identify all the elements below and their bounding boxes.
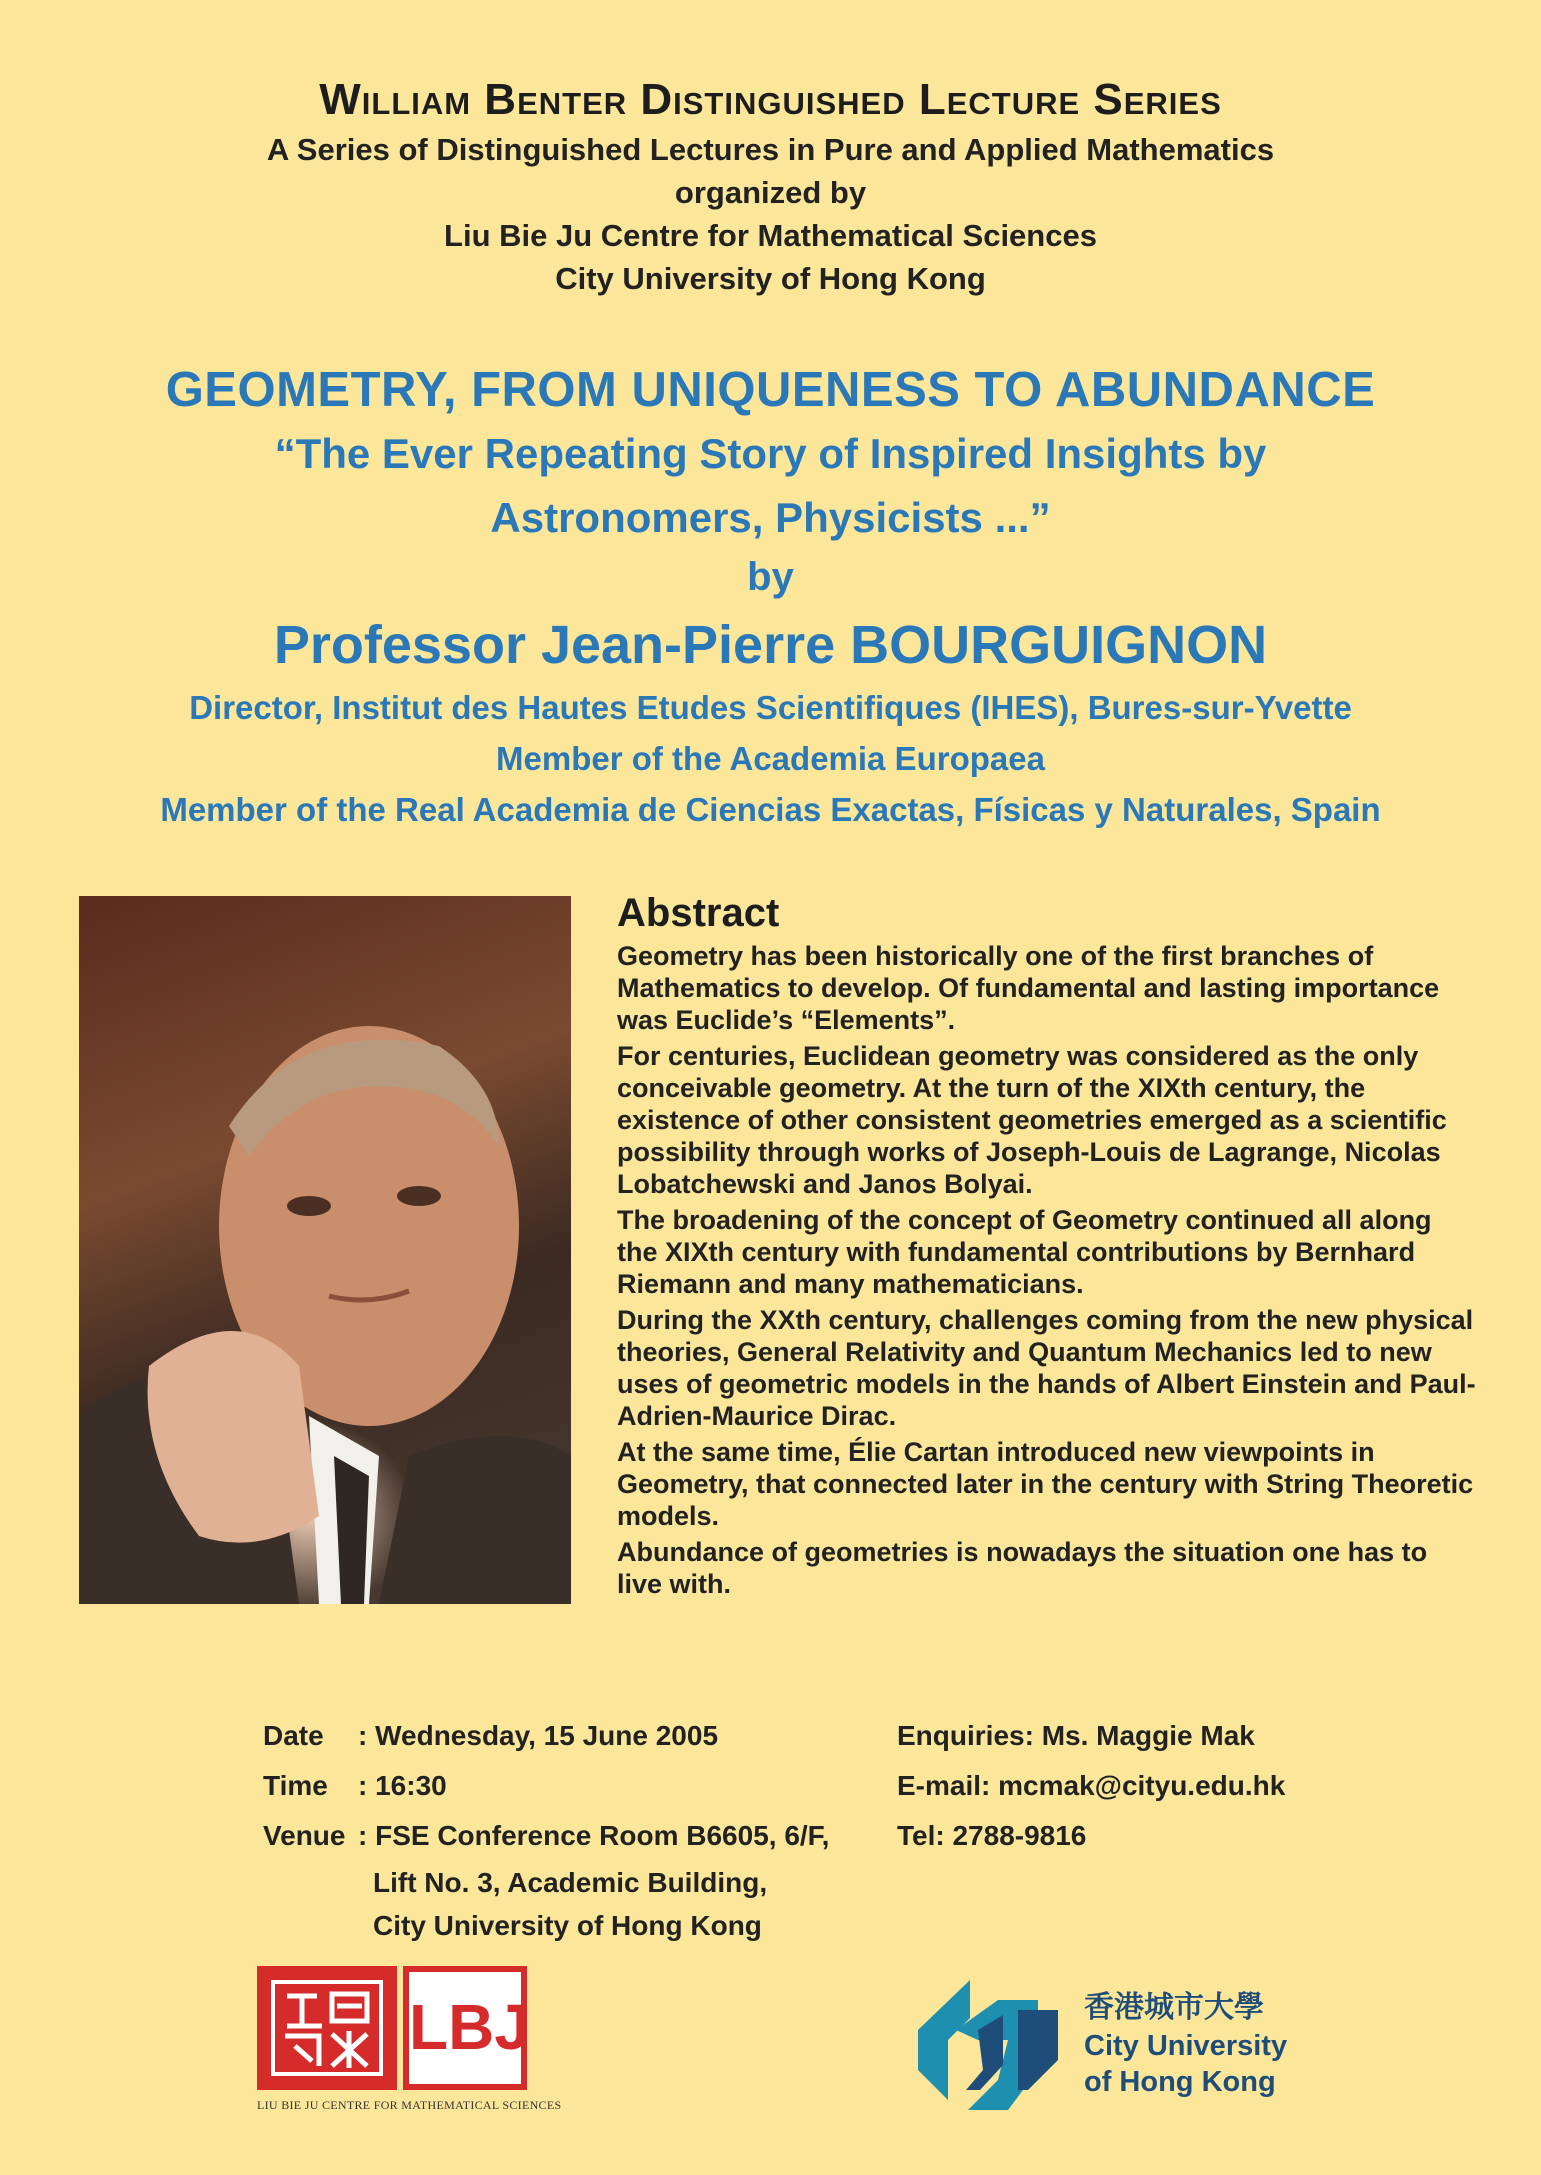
talk-info: [0, 358, 1541, 835]
cityu-name-chinese: 香港城市大學: [1084, 1990, 1264, 2025]
date-value: : Wednesday, 15 June 2005: [358, 1720, 719, 1751]
abstract-paragraph: Abundance of geometries is nowadays the situation one has to live with.: [617, 1537, 1428, 1599]
lbj-text: LBJ: [403, 1966, 527, 2090]
lbj-caption: LIU BIE JU CENTRE FOR MATHEMATICAL SCIENCES: [257, 2098, 562, 2112]
speaker-affiliation: Member of the Real Academia de Ciencias Exactas, Físicas y Naturales, Spain: [160, 791, 1381, 828]
abstract-paragraph: Geometry has been historically one of the first branches of Mathematics to develop. Of fundamental and lasting importance was Euclide’s “Elements”.: [617, 941, 1440, 1035]
organizer-university: City University of Hong Kong: [555, 261, 986, 296]
abstract-paragraph: For centuries, Euclidean geometry was considered as the only conceivable geometry. At the turn of the XIXth century, the existence of other consistent geometries emerged as a scientific possibility through works of Joseph-Louis de Lagrange, Nicolas Lobatchewski and Janos Bolyai.: [617, 1041, 1447, 1199]
organized-by: organized by: [674, 175, 867, 210]
abstract-paragraph: During the XXth century, challenges coming from the new physical theories, General Relativity and Quantum Mechanics led to new uses of geometric models in the hands of Albert Einstein and Paul-Adrien-Maurice Dirac.: [617, 1305, 1476, 1431]
seal-icon: [257, 1966, 397, 2090]
speaker-portrait-illustration: [79, 896, 571, 1604]
cityu-name: [1084, 1988, 1287, 2100]
venue-line3: City University of Hong Kong: [373, 1910, 762, 1941]
time-value: : 16:30: [358, 1770, 447, 1801]
speaker-photo: [79, 896, 571, 1604]
talk-subtitle-line1: “The Ever Repeating Story of Inspired Insights by: [274, 430, 1267, 477]
enquiries-tel: Tel: 2788-9816: [897, 1820, 1087, 1851]
series-title: William Benter Distinguished Lecture Series: [319, 75, 1222, 124]
abstract-section: [617, 888, 1477, 1604]
talk-subtitle-line2: Astronomers, Physicists ...”: [490, 494, 1051, 541]
venue-label: Venue: [263, 1820, 346, 1851]
enquiries-email: E-mail: mcmak@cityu.edu.hk: [897, 1770, 1286, 1801]
cityu-name-english-1: City University: [1084, 2030, 1288, 2062]
cityu-name-english-2: of Hong Kong: [1084, 2066, 1276, 2098]
speaker-name: Professor Jean-Pierre BOURGUIGNON: [273, 615, 1268, 675]
abstract-paragraph: At the same time, Élie Cartan introduced new viewpoints in Geometry, that connected later in the century with String Theoretic models.: [617, 1437, 1474, 1531]
lbj-logo: [257, 1966, 537, 2090]
talk-title: GEOMETRY, FROM UNIQUENESS TO ABUNDANCE: [165, 363, 1376, 417]
abstract-heading: Abstract: [617, 891, 780, 935]
venue-value: : FSE Conference Room B6605, 6/F,: [358, 1820, 830, 1851]
time-label: Time: [263, 1770, 328, 1801]
speaker-affiliation: Director, Institut des Hautes Etudes Scientifiques (IHES), Bures-sur-Yvette: [189, 689, 1352, 726]
speaker-affiliation: Member of the Academia Europaea: [496, 740, 1045, 777]
talk-by: by: [747, 555, 794, 599]
cityu-logo: [908, 1970, 1328, 2120]
organizer-centre: Liu Bie Ju Centre for Mathematical Sciences: [444, 218, 1097, 253]
header: [0, 72, 1541, 300]
series-description: A Series of Distinguished Lectures in Pure and Applied Mathematics: [266, 132, 1275, 167]
enquiries-contact: Enquiries: Ms. Maggie Mak: [897, 1720, 1255, 1751]
venue-line2: Lift No. 3, Academic Building,: [373, 1867, 768, 1898]
abstract-paragraph: The broadening of the concept of Geometry continued all along the XIXth century with fundamental contributions by Bernhard Riemann and many mathematicians.: [617, 1205, 1432, 1299]
enquiries: [897, 1711, 1285, 1861]
date-label: Date: [263, 1720, 324, 1751]
cityu-emblem-icon: [908, 1970, 1078, 2120]
